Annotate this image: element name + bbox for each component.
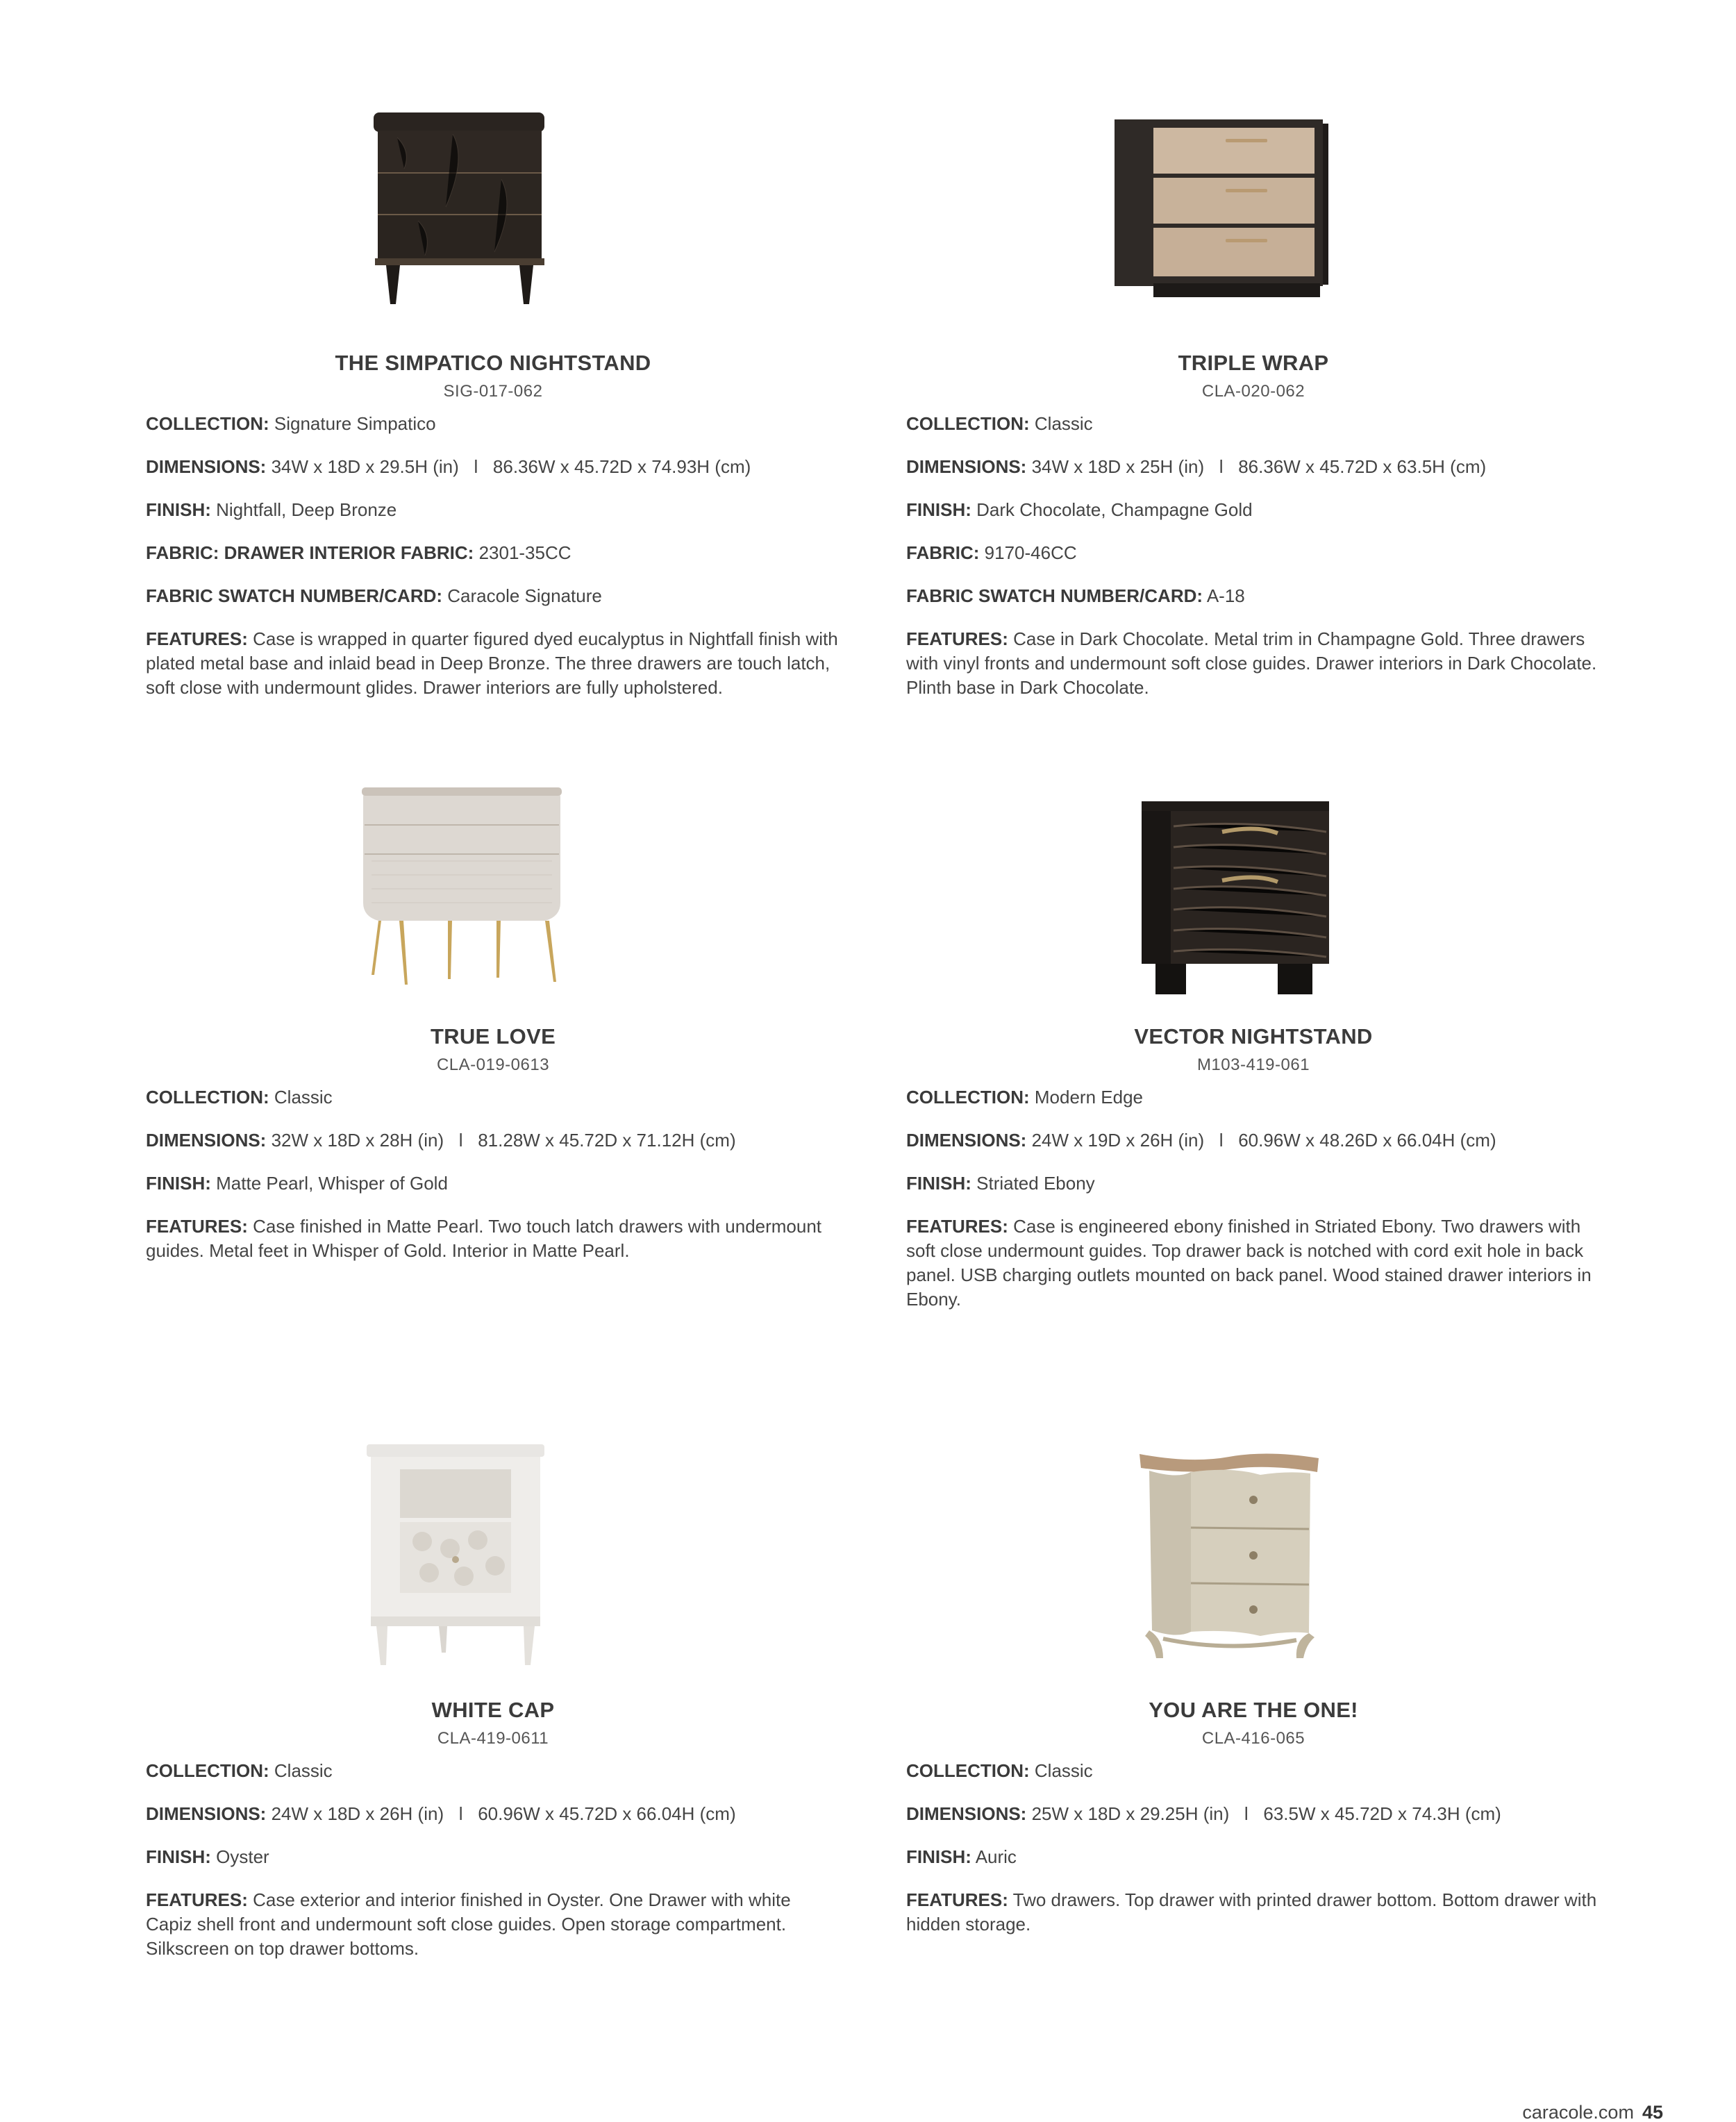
product-image-true-love: [358, 785, 566, 986]
spec-finish: FINISH: Nightfall, Deep Bronze: [146, 499, 397, 520]
spec-collection: COLLECTION: Classic: [146, 1087, 333, 1108]
product-image-simpatico-nightstand: [369, 110, 550, 308]
spec-dimensions: DIMENSIONS: 24W x 19D x 26H (in) l 60.96W x 48.26D x 66.04H (cm): [906, 1130, 1496, 1151]
product-sku: SIG-017-062: [443, 382, 543, 401]
product-title: WHITE CAP: [431, 1698, 555, 1722]
product-sku: M103-419-061: [1196, 1055, 1310, 1074]
spec-dimensions: DIMENSIONS: 34W x 18D x 29.5H (in) l 86.36W x 45.72D x 74.93H (cm): [146, 456, 751, 477]
spec-collection: COLLECTION: Signature Simpatico: [146, 413, 436, 434]
product-title: VECTOR NIGHTSTAND: [1134, 1024, 1373, 1049]
product-image-triple-wrap: [1115, 119, 1330, 303]
spec-features: FEATURES: Case finished in Matte Pearl. Two touch latch drawers with undermount guides. Metal feet in Whisper of Gold. Interior in Matte Pearl.: [146, 1216, 822, 1261]
spec-dimensions: DIMENSIONS: 32W x 18D x 28H (in) l 81.28W x 45.72D x 71.12H (cm): [146, 1130, 736, 1151]
product-sku: CLA-419-0611: [437, 1729, 549, 1748]
spec-fabric: FABRIC: DRAWER INTERIOR FABRIC: 2301-35CC: [146, 542, 571, 563]
spec-collection: COLLECTION: Modern Edge: [906, 1087, 1143, 1108]
spec-fabric: FABRIC: 9170-46CC: [906, 542, 1077, 563]
spec-finish: FINISH: Matte Pearl, Whisper of Gold: [146, 1173, 448, 1194]
spec-fabric-swatch: FABRIC SWATCH NUMBER/CARD: A-18: [906, 585, 1245, 606]
spec-dimensions: DIMENSIONS: 25W x 18D x 29.25H (in) l 63.5W x 45.72D x 74.3H (cm): [906, 1803, 1501, 1824]
product-image-vector-nightstand: [1139, 799, 1333, 996]
product-sku: CLA-019-0613: [436, 1055, 550, 1074]
spec-finish: FINISH: Dark Chocolate, Champagne Gold: [906, 499, 1253, 520]
spec-finish: FINISH: Oyster: [146, 1846, 269, 1867]
spec-finish: FINISH: Auric: [906, 1846, 1017, 1867]
spec-collection: COLLECTION: Classic: [906, 413, 1093, 434]
spec-fabric-swatch: FABRIC SWATCH NUMBER/CARD: Caracole Signature: [146, 585, 602, 606]
page-number: 45: [1642, 2102, 1663, 2122]
spec-finish: FINISH: Striated Ebony: [906, 1173, 1095, 1194]
spec-dimensions: DIMENSIONS: 34W x 18D x 25H (in) l 86.36W x 45.72D x 63.5H (cm): [906, 456, 1487, 477]
spec-features: FEATURES: Case is engineered ebony finished in Striated Ebony. Two drawers with soft close undermount guides. Top drawer back is notched with cord exit hole in back panel. USB charging outlets mounted on back panel. Wood stained drawer interiors in Ebony.: [906, 1216, 1592, 1310]
product-title: YOU ARE THE ONE!: [1149, 1698, 1358, 1722]
spec-features: FEATURES: Case is wrapped in quarter figured dyed eucalyptus in Nightfall finish with plated metal base and inlaid bead in Deep Bronze. The three drawers are touch latch, soft close with undermount glides. Drawer interiors are fully upholstered.: [146, 628, 838, 698]
product-sku: CLA-416-065: [1201, 1729, 1305, 1748]
spec-dimensions: DIMENSIONS: 24W x 18D x 26H (in) l 60.96W x 45.72D x 66.04H (cm): [146, 1803, 736, 1824]
product-title: TRIPLE WRAP: [1178, 351, 1329, 375]
product-title: THE SIMPATICO NIGHTSTAND: [335, 351, 651, 375]
product-image-you-are-the-one: [1135, 1451, 1323, 1660]
footer-site: caracole.com: [1522, 2102, 1634, 2122]
product-title: TRUE LOVE: [430, 1024, 556, 1049]
spec-collection: COLLECTION: Classic: [906, 1760, 1093, 1781]
spec-collection: COLLECTION: Classic: [146, 1760, 333, 1781]
spec-features: FEATURES: Case exterior and interior finished in Oyster. One Drawer with white Capiz shell front and undermount soft close guides. Open storage compartment. Silkscreen on top drawer bottoms.: [146, 1889, 791, 1959]
product-sku: CLA-020-062: [1201, 382, 1305, 401]
spec-features: FEATURES: Case in Dark Chocolate. Metal trim in Champagne Gold. Three drawers with vinyl fronts and undermount soft close guides. Drawer interiors in Dark Chocolate. Plinth base in Dark Chocolate.: [906, 628, 1597, 698]
product-image-white-cap: [367, 1444, 547, 1666]
page-footer: [1522, 2102, 1663, 2122]
spec-features: FEATURES: Two drawers. Top drawer with printed drawer bottom. Bottom drawer with hidden storage.: [906, 1889, 1597, 1935]
